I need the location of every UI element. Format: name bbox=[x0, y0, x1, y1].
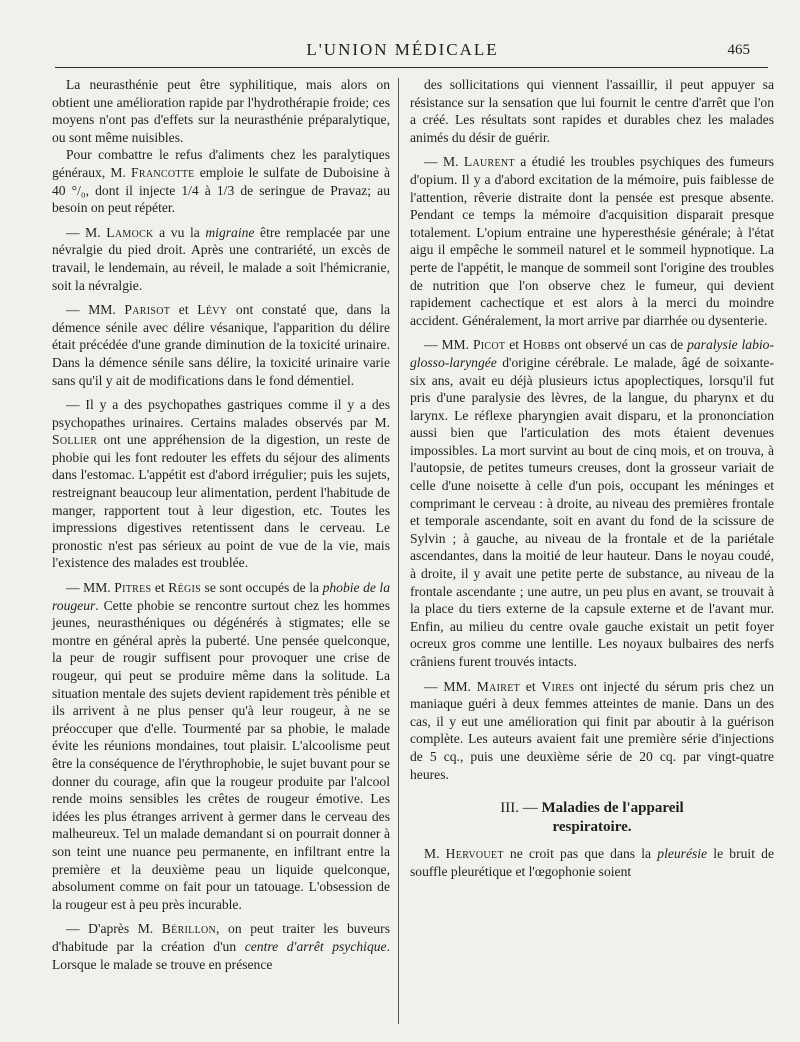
text-run: le bruit de souffle pleurétique et l'œgophonie soient bbox=[410, 846, 774, 879]
text-run: et bbox=[520, 678, 542, 694]
text-run: et bbox=[170, 302, 198, 318]
text-run: — Il y a des psychopathes gastriques comme il y a des psychopathes urinaires. Certains malades observés par M. bbox=[52, 397, 390, 430]
text-run: , on peut traiter les buveurs d'habitude par la création d'un bbox=[52, 921, 390, 954]
author-name: Lévy bbox=[197, 302, 228, 318]
author-name: Pitres bbox=[114, 580, 152, 596]
text-run: ont une appréhension de la digestion, un reste de phobie qui les font redouter les effets du séjour des aliments dans l'estomac. L'appétit est d'abord irrégulier; puis les sujets, restreignant beaucoup leur alimentation, perdent l'habitude de manger, rapportent tout à leur digestion, etc. Toutes les impressions digestives retentissent dans le cerveau. Le pronostic n'est pas sérieux au point de vue de la vie, mais l'existence des malades est troublée. bbox=[52, 432, 390, 571]
emphasis: migraine bbox=[205, 224, 255, 240]
section-title-line1: Maladies de l'appareil bbox=[541, 800, 684, 817]
column-divider bbox=[398, 78, 399, 1024]
author-name: Francotte bbox=[130, 164, 195, 180]
paragraph bbox=[52, 224, 390, 294]
emphasis: paralysie labio-glosso-laryngée bbox=[410, 337, 775, 370]
author-name: Sollier bbox=[52, 432, 98, 448]
author-name: Bérillon bbox=[161, 921, 217, 937]
section-title-line2: respiratoire. bbox=[552, 819, 632, 836]
journal-title: L'UNION MÉDICALE bbox=[306, 40, 499, 59]
paragraph bbox=[410, 678, 774, 784]
author-name: Hervouet bbox=[445, 846, 504, 862]
paragraph bbox=[410, 153, 774, 329]
text-run: . Lorsque le malade se trouve en présence bbox=[52, 938, 390, 972]
text-run: ont constaté que, dans la démence sénile avec délire vésanique, l'apparition du délire était précédée d'une grande diminution de la toxicité urinaire. Dans la démence sénile sans délire, la toxicité urinaire varie sans qu'il y ait de modifications dans le fond démentiel. bbox=[52, 302, 391, 388]
author-name: Picot bbox=[472, 337, 506, 353]
paragraph bbox=[52, 76, 390, 146]
author-name: Lamock bbox=[106, 224, 154, 240]
text-run: d'origine cérébrale. Le malade, âgé de soixante-six ans, avait eu déjà plusieurs ictus apoplectiques, lorsqu'il fut pris d'une paralysie des lèvres, de la langue, du pharynx et du larynx. Le réflexe pharyngien avait disparu, et la prononciation aussi bien que l'articulation des mots étaient devenues impossibles. La mort survint au bout de cinq mois, et on trouva, à l'autopsie, de petites tumeurs creuses, dont la grosseur variait de celle d'une noisette à celle d'un pois, occupant les méninges et comprimant le cerveau : à droite, au niveau des premières frontale et temporale ascendante, soit en avant du fond de la scissure de Sylvin ; à gauche, au niveau de la frontale et de la pariétale ascendantes, dans la moitié de leur hauteur. Dans le noyau coudé, à droite, il y avait une petite perte de substance, au niveau de la frontale ascendante ; une autre, un peu plus en avant, se trouvait à la place du tiers externe de la capsule externe et de l'avant mur. Enfin, au milieu du centre ovale gauche existait un petit foyer ocreux gros comme une lentille. Les noyaux bulbaires des nerfs crâniens furent trouvés intacts. bbox=[410, 354, 774, 669]
author-name: Laurent bbox=[463, 154, 515, 170]
text-run: . Cette phobie se rencontre surtout chez les hommes jeunes, neurasthéniques ou dégénérés à stigmates; elle se montre en général après la puberté. Une pensée quelconque, la peur de rougir suffisent pour provoquer une crise de rougeur, qui peut se produire même dans la solitude. La situation mentale des sujets devient rapidement très pénible et ils arrivent à ne plus penser qu'à leur rougeur, à ne se préoccuper que d'elle. Tourmenté par sa phobie, le malade évite les réunions mondaines, tout plaisir. L'alcoolisme peut être la conséquence de l'érythrophobie, le sujet buvant pour se donner du courage, afin que la rougeur produite par l'alcool rende moins sensibles les crêtes de rougeur émotive. Les idées les plus étranges arrivent à germer dans le cerveau des malheureux. Tel un malade demandant si on pourrait donner à son teint une nuance peu permanente, en infiltrant entre la première et la deuxième peau un liquide quelconque, absolument comme on fait pour un tatouage. L'obsession de la rougeur est à peu près incurable. bbox=[52, 597, 390, 912]
text-run: emploie le sulfate de Duboisine à 40 °/₀, dont il injecte 1/4 à 1/3 de seringue de Pravaz; au besoin on peut répéter. bbox=[52, 164, 390, 216]
emphasis: centre d'arrêt psychique bbox=[244, 938, 387, 954]
text-run: Pour combattre le refus d'aliments chez les paralytiques généraux, M. bbox=[52, 147, 390, 180]
text-run: a vu la bbox=[153, 224, 206, 240]
header-rule bbox=[55, 67, 768, 68]
author-name: Régis bbox=[168, 580, 202, 596]
paragraph bbox=[410, 336, 774, 670]
left-column bbox=[52, 76, 390, 973]
right-column bbox=[410, 76, 774, 880]
text-run: ont injecté du sérum pris chez un maniaque guéri à deux femmes atteintes de manie. Dans un des cas, il y eut une amélioration qui finit par aboutir à la guérison complète. Les auteurs avaient fait une première série d'injections de 5 cq., puis une deuxième série de 20 cq. par vingt-quatre heures. bbox=[410, 678, 775, 782]
author-name: Vires bbox=[541, 678, 575, 694]
text-run: se sont occupés de la bbox=[201, 580, 323, 596]
author-name: Mairet bbox=[476, 678, 521, 694]
text-run: ont observé un cas de bbox=[560, 337, 688, 353]
page-number: 465 bbox=[727, 42, 750, 58]
running-head bbox=[55, 38, 750, 68]
text-run: — MM. bbox=[66, 580, 115, 596]
section-number: III. — bbox=[500, 800, 538, 817]
text-run: être remplacée par une névralgie du pied droit. Après une contrariété, un excès de travail, le lendemain, au réveil, le malade a soit l'hémicranie, soit la névralgie. bbox=[52, 224, 390, 293]
text-run: des sollicitations qui viennent l'assaillir, il peut appuyer sa résistance sur la sensation que lui fournit le centre d'arrêt que l'on a créé. Les résultats sont rapides et durables chez les malades animés du désir de guérir. bbox=[410, 77, 774, 145]
text-run: ne croit pas que dans la bbox=[503, 846, 658, 862]
paragraph bbox=[52, 396, 390, 572]
text-run: La neurasthénie peut être syphilitique, mais alors on obtient une amélioration rapide par l'hydrothérapie froide; ces moyens n'ont pas d'effets sur la neurasthénie préparalytique, ou sont même nuisibles. bbox=[52, 77, 390, 145]
paragraph bbox=[410, 845, 774, 880]
text-run: — MM. bbox=[424, 678, 477, 694]
text-run: M. bbox=[424, 846, 446, 862]
paragraph bbox=[52, 920, 390, 973]
paragraph bbox=[52, 146, 390, 216]
text-run: a étudié les troubles psychiques des fumeurs d'opium. Il y a d'abord excitation de la mémoire, puis faiblesse de l'attention, rêverie distraite dont la pensée est presque absente. Pendant ce temps la mémoire d'acquisition disparait presque totalement. L'opium entraine une hyperesthésie générale; à l'état aigu il empêche le sommeil naturel et le sommeil hypnotique. La perte de l'appétit, le manque de sommeil sont l'origine des troubles de nutrition que l'on observe chez le fumeur, qui devient rapidement cachectique et est alors à la merci du moindre accident. Généralement, la mort arrive par diarrhée ou dysenterie. bbox=[410, 154, 774, 328]
emphasis: pleurésie bbox=[657, 846, 708, 862]
text-run: et bbox=[505, 337, 523, 353]
text-run: — M. bbox=[424, 154, 464, 170]
section-heading bbox=[410, 799, 774, 837]
paragraph bbox=[52, 301, 390, 389]
emphasis: phobie de la rougeur bbox=[52, 580, 391, 613]
text-run: et bbox=[151, 580, 169, 596]
author-name: Hobbs bbox=[522, 337, 561, 353]
text-run: — M. bbox=[66, 224, 107, 240]
paragraph bbox=[410, 76, 774, 146]
author-name: Parisot bbox=[124, 302, 171, 318]
text-run: — MM. bbox=[424, 337, 473, 353]
text-run: — D'après M. bbox=[66, 921, 162, 937]
paragraph bbox=[52, 579, 390, 913]
text-run: — MM. bbox=[66, 302, 125, 318]
